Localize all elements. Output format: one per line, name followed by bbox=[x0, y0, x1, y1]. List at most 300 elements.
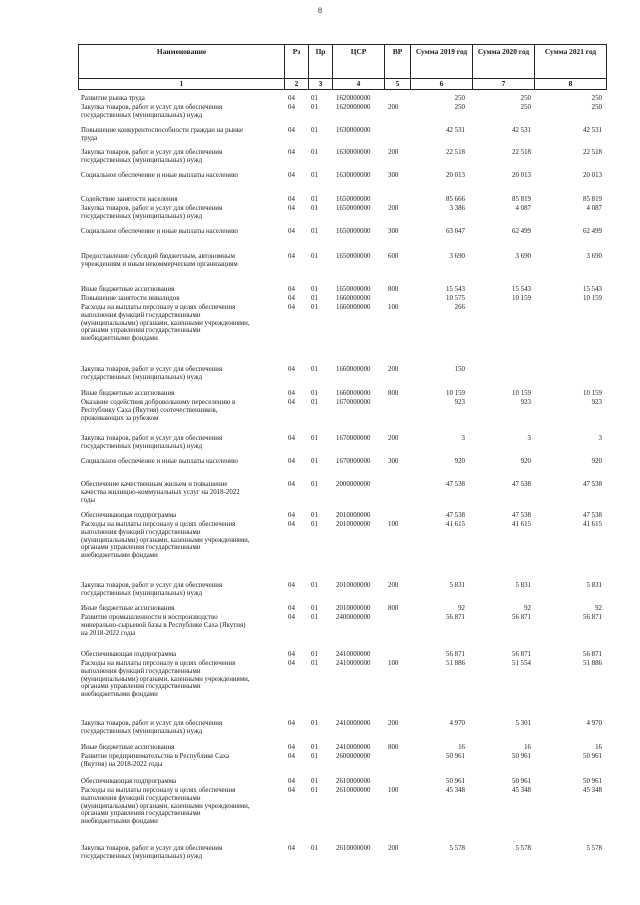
row-sum-2019: 63 047 bbox=[446, 228, 465, 235]
row-name-line: (муниципальными) органами, казенными учреждениями, bbox=[81, 536, 250, 544]
row-csr: 1670000000 bbox=[336, 458, 371, 465]
row-csr: 2010000000 bbox=[336, 582, 371, 589]
row-sum-2021: 3 690 bbox=[586, 253, 602, 260]
row-rz: 04 bbox=[288, 582, 295, 589]
row-sum-2020: 47 538 bbox=[512, 512, 531, 519]
row-name-line: выполнения функций государственными bbox=[81, 528, 201, 536]
row-vr: 100 bbox=[388, 660, 399, 667]
row-csr: 1660000000 bbox=[336, 304, 371, 311]
row-csr: 1650000000 bbox=[336, 253, 371, 260]
row-vr: 600 bbox=[388, 253, 399, 260]
row-name bbox=[81, 651, 281, 659]
row-rz: 04 bbox=[288, 660, 295, 667]
row-name bbox=[81, 582, 281, 598]
row-sum-2021: 20 013 bbox=[583, 172, 602, 179]
row-name-line: Обеспечивающая подпрограмма bbox=[81, 512, 177, 519]
row-csr: 1660000000 bbox=[336, 295, 371, 302]
row-rz: 04 bbox=[288, 149, 295, 156]
row-name bbox=[81, 228, 281, 236]
row-pr: 01 bbox=[311, 366, 318, 373]
row-csr: 1650000000 bbox=[336, 228, 371, 235]
row-csr: 1650000000 bbox=[336, 196, 371, 203]
row-sum-2021: 50 961 bbox=[583, 753, 602, 760]
row-name-line: Закупка товаров, работ и услуг для обеспечения bbox=[81, 435, 223, 442]
row-sum-2019: 42 531 bbox=[446, 127, 465, 134]
row-csr: 2010000000 bbox=[336, 605, 371, 612]
row-sum-2021: 42 531 bbox=[583, 127, 602, 134]
row-name bbox=[81, 778, 281, 786]
row-pr: 01 bbox=[311, 228, 318, 235]
row-sum-2020: 92 bbox=[524, 605, 531, 612]
row-sum-2020: 10 159 bbox=[512, 390, 531, 397]
row-rz: 04 bbox=[288, 228, 295, 235]
row-name bbox=[81, 149, 281, 165]
row-name-line: внебюджетными фондами bbox=[81, 552, 158, 560]
row-name-line: Предоставление субсидий бюджетным, автономным bbox=[81, 253, 235, 260]
row-name-line: государственных (муниципальных) нужд bbox=[81, 442, 203, 450]
row-name-line: Обеспечение качественным жильем и повышение bbox=[81, 481, 228, 488]
row-sum-2021: 10 159 bbox=[583, 390, 602, 397]
row-name-line: Закупка товаров, работ и услуг для обеспечения bbox=[81, 366, 223, 373]
row-vr: 200 bbox=[388, 104, 399, 111]
row-name-line: Закупка товаров, работ и услуг для обеспечения bbox=[81, 104, 223, 111]
row-sum-2019: 22 518 bbox=[446, 149, 465, 156]
row-name bbox=[81, 399, 281, 422]
row-csr: 2010000000 bbox=[336, 521, 371, 528]
header-number: 1 bbox=[79, 79, 285, 90]
row-vr: 800 bbox=[388, 286, 399, 293]
row-vr: 100 bbox=[388, 521, 399, 528]
row-vr: 200 bbox=[388, 366, 399, 373]
row-sum-2021: 4 970 bbox=[586, 720, 602, 727]
row-rz: 04 bbox=[288, 196, 295, 203]
row-csr: 1650000000 bbox=[336, 205, 371, 212]
row-name-line: органами управления государственными bbox=[81, 810, 201, 818]
row-sum-2021: 47 538 bbox=[583, 481, 602, 488]
row-name-line: Расходы на выплаты персоналу в целях обеспечения bbox=[81, 787, 236, 794]
row-name-line: Оказание содействия добровольному переселению в bbox=[81, 399, 236, 406]
row-rz: 04 bbox=[288, 95, 295, 102]
header-number: 8 bbox=[535, 79, 607, 90]
row-rz: 04 bbox=[288, 845, 295, 852]
row-name-line: качества жилищно-коммунальных услуг на 2018-2022 bbox=[81, 488, 240, 496]
row-pr: 01 bbox=[311, 104, 318, 111]
header-number: 4 bbox=[333, 79, 385, 90]
row-sum-2021: 5 578 bbox=[586, 845, 602, 852]
row-name-line: Закупка товаров, работ и услуг для обеспечения bbox=[81, 149, 223, 156]
row-rz: 04 bbox=[288, 435, 295, 442]
row-pr: 01 bbox=[311, 95, 318, 102]
row-vr: 300 bbox=[388, 228, 399, 235]
row-sum-2020: 5 301 bbox=[515, 720, 531, 727]
row-name-line: Республику Саха (Якутия) соотечественников, bbox=[81, 406, 218, 414]
row-sum-2020: 923 bbox=[520, 399, 531, 406]
row-sum-2019: 4 970 bbox=[449, 720, 465, 727]
row-name-line: выполнения функций государственными bbox=[81, 794, 201, 802]
row-name bbox=[81, 172, 281, 180]
row-sum-2020: 3 690 bbox=[515, 253, 531, 260]
row-name bbox=[81, 845, 281, 861]
row-sum-2021: 920 bbox=[591, 458, 602, 465]
row-csr: 2610000000 bbox=[336, 778, 371, 785]
row-name bbox=[81, 304, 281, 343]
row-name-line: Иные бюджетные ассигнования bbox=[81, 286, 175, 293]
row-name-line: годы bbox=[81, 496, 96, 504]
row-sum-2020: 16 bbox=[524, 744, 531, 751]
row-name bbox=[81, 720, 281, 736]
row-name bbox=[81, 614, 281, 637]
row-csr: 2610000000 bbox=[336, 787, 371, 794]
row-name bbox=[81, 104, 281, 120]
row-name-line: органами управления государственными bbox=[81, 544, 201, 552]
row-csr: 2600000000 bbox=[336, 753, 371, 760]
row-name-line: Закупка товаров, работ и услуг для обеспечения bbox=[81, 582, 223, 589]
row-csr: 1620000000 bbox=[336, 95, 371, 102]
row-sum-2021: 22 518 bbox=[583, 149, 602, 156]
row-name-line: Закупка товаров, работ и услуг для обеспечения bbox=[81, 845, 223, 852]
row-csr: 1630000000 bbox=[336, 172, 371, 179]
header-csr: ЦСР bbox=[333, 45, 385, 79]
row-sum-2020: 85 819 bbox=[512, 196, 531, 203]
row-sum-2020: 920 bbox=[520, 458, 531, 465]
row-sum-2021: 5 831 bbox=[586, 582, 602, 589]
row-name-line: (муниципальными) органами, казенными учреждениями, bbox=[81, 319, 250, 327]
row-name-line: Иные бюджетные ассигнования bbox=[81, 390, 175, 397]
row-csr: 2400000000 bbox=[336, 614, 371, 621]
header-sum-2021: Сумма 2021 год bbox=[535, 45, 607, 79]
row-pr: 01 bbox=[311, 651, 318, 658]
row-rz: 04 bbox=[288, 458, 295, 465]
row-sum-2019: 51 886 bbox=[446, 660, 465, 667]
row-name bbox=[81, 744, 281, 752]
row-sum-2020: 41 615 bbox=[512, 521, 531, 528]
row-rz: 04 bbox=[288, 512, 295, 519]
row-sum-2019: 250 bbox=[454, 104, 465, 111]
row-name-line: государственных (муниципальных) нужд bbox=[81, 727, 203, 735]
row-rz: 04 bbox=[288, 521, 295, 528]
row-pr: 01 bbox=[311, 582, 318, 589]
row-name-line: государственных (муниципальных) нужд bbox=[81, 156, 203, 164]
row-pr: 01 bbox=[311, 481, 318, 488]
row-sum-2019: 923 bbox=[454, 399, 465, 406]
row-name-line: внебюджетными фондами bbox=[81, 335, 158, 343]
row-pr: 01 bbox=[311, 295, 318, 302]
row-name-line: внебюджетными фондами bbox=[81, 691, 158, 699]
row-name-line: Обеспечивающая подпрограмма bbox=[81, 778, 177, 785]
row-sum-2021: 50 961 bbox=[583, 778, 602, 785]
header-sum-2019: Сумма 2019 год bbox=[411, 45, 473, 79]
row-name-line: выполнения функций государственными bbox=[81, 667, 201, 675]
row-rz: 04 bbox=[288, 172, 295, 179]
row-sum-2019: 45 348 bbox=[446, 787, 465, 794]
row-rz: 04 bbox=[288, 366, 295, 373]
row-sum-2019: 920 bbox=[454, 458, 465, 465]
row-pr: 01 bbox=[311, 399, 318, 406]
header-pr: Пр bbox=[309, 45, 333, 79]
row-sum-2021: 923 bbox=[591, 399, 602, 406]
row-rz: 04 bbox=[288, 481, 295, 488]
row-name-line: проживающих за рубежом bbox=[81, 414, 159, 422]
row-sum-2020: 50 961 bbox=[512, 778, 531, 785]
row-name bbox=[81, 196, 281, 204]
row-name-line: Закупка товаров, работ и услуг для обеспечения bbox=[81, 720, 223, 727]
row-name bbox=[81, 286, 281, 294]
row-name-line: минерально-сырьевой базы в Республике Саха (Якутия) bbox=[81, 621, 246, 629]
row-sum-2021: 16 bbox=[595, 744, 602, 751]
row-name-line: внебюджетными фондами bbox=[81, 818, 158, 826]
row-sum-2020: 250 bbox=[520, 95, 531, 102]
row-name-line: Развитие промышленности и воспроизводство bbox=[81, 614, 218, 621]
row-name-line: Повышение занятости инвалидов bbox=[81, 295, 180, 302]
row-rz: 04 bbox=[288, 744, 295, 751]
row-pr: 01 bbox=[311, 787, 318, 794]
row-name bbox=[81, 95, 281, 103]
row-sum-2021: 56 871 bbox=[583, 614, 602, 621]
row-rz: 04 bbox=[288, 651, 295, 658]
row-name-line: Расходы на выплаты персоналу в целях обеспечения bbox=[81, 304, 236, 311]
row-csr: 1620000000 bbox=[336, 104, 371, 111]
row-sum-2021: 4 087 bbox=[586, 205, 602, 212]
row-pr: 01 bbox=[311, 286, 318, 293]
row-name-line: Социальное обеспечение и иные выплаты населению bbox=[81, 172, 238, 179]
row-sum-2021: 250 bbox=[591, 95, 602, 102]
row-vr: 200 bbox=[388, 845, 399, 852]
row-sum-2021: 10 159 bbox=[583, 295, 602, 302]
row-sum-2019: 56 871 bbox=[446, 651, 465, 658]
row-sum-2020: 250 bbox=[520, 104, 531, 111]
header-number: 6 bbox=[411, 79, 473, 90]
row-sum-2019: 85 666 bbox=[446, 196, 465, 203]
row-name bbox=[81, 458, 281, 466]
row-sum-2020: 42 531 bbox=[512, 127, 531, 134]
row-csr: 1650000000 bbox=[336, 286, 371, 293]
row-csr: 2610000000 bbox=[336, 845, 371, 852]
row-vr: 300 bbox=[388, 172, 399, 179]
row-sum-2019: 10 575 bbox=[446, 295, 465, 302]
row-name-line: государственных (муниципальных) нужд bbox=[81, 373, 203, 381]
row-name-line: Социальное обеспечение и иные выплаты населению bbox=[81, 228, 238, 235]
row-sum-2019: 5 578 bbox=[449, 845, 465, 852]
row-rz: 04 bbox=[288, 205, 295, 212]
row-sum-2021: 41 615 bbox=[583, 521, 602, 528]
row-name bbox=[81, 390, 281, 398]
row-name-line: Содействие занятости населения bbox=[81, 196, 178, 203]
row-pr: 01 bbox=[311, 753, 318, 760]
row-pr: 01 bbox=[311, 458, 318, 465]
row-sum-2021: 51 886 bbox=[583, 660, 602, 667]
row-name-line: Иные бюджетные ассигнования bbox=[81, 744, 175, 751]
row-sum-2020: 20 013 bbox=[512, 172, 531, 179]
header-number: 2 bbox=[285, 79, 309, 90]
row-csr: 1670000000 bbox=[336, 399, 371, 406]
row-vr: 200 bbox=[388, 149, 399, 156]
row-sum-2020: 5 578 bbox=[515, 845, 531, 852]
row-sum-2020: 22 518 bbox=[512, 149, 531, 156]
row-csr: 1630000000 bbox=[336, 127, 371, 134]
row-pr: 01 bbox=[311, 660, 318, 667]
row-sum-2020: 5 831 bbox=[515, 582, 531, 589]
row-sum-2020: 50 961 bbox=[512, 753, 531, 760]
row-rz: 04 bbox=[288, 399, 295, 406]
row-sum-2021: 250 bbox=[591, 104, 602, 111]
row-sum-2021: 45 348 bbox=[583, 787, 602, 794]
row-csr: 2410000000 bbox=[336, 651, 371, 658]
row-csr: 1660000000 bbox=[336, 390, 371, 397]
row-sum-2020: 56 871 bbox=[512, 614, 531, 621]
row-pr: 01 bbox=[311, 605, 318, 612]
row-rz: 04 bbox=[288, 390, 295, 397]
row-sum-2019: 47 538 bbox=[446, 481, 465, 488]
row-csr: 2410000000 bbox=[336, 744, 371, 751]
row-name-line: Развитие рынка труда bbox=[81, 95, 145, 102]
row-sum-2019: 3 690 bbox=[449, 253, 465, 260]
row-csr: 2010000000 bbox=[336, 512, 371, 519]
page-number: 8 bbox=[318, 6, 322, 15]
row-sum-2020: 45 348 bbox=[512, 787, 531, 794]
row-name-line: государственных (муниципальных) нужд bbox=[81, 589, 203, 597]
row-pr: 01 bbox=[311, 205, 318, 212]
row-sum-2019: 50 961 bbox=[446, 778, 465, 785]
row-sum-2019: 3 386 bbox=[449, 205, 465, 212]
row-rz: 04 bbox=[288, 753, 295, 760]
row-name bbox=[81, 753, 281, 769]
row-sum-2021: 3 bbox=[598, 435, 602, 442]
row-name bbox=[81, 512, 281, 520]
row-rz: 04 bbox=[288, 787, 295, 794]
row-name-line: органами управления государственными bbox=[81, 327, 201, 335]
header-number: 7 bbox=[473, 79, 535, 90]
row-vr: 200 bbox=[388, 435, 399, 442]
row-rz: 04 bbox=[288, 720, 295, 727]
row-sum-2020: 10 159 bbox=[512, 295, 531, 302]
row-name bbox=[81, 787, 281, 826]
row-name-line: государственных (муниципальных) нужд bbox=[81, 111, 203, 119]
row-name bbox=[81, 521, 281, 560]
row-rz: 04 bbox=[288, 286, 295, 293]
row-name bbox=[81, 253, 281, 269]
row-pr: 01 bbox=[311, 720, 318, 727]
row-rz: 04 bbox=[288, 253, 295, 260]
row-rz: 04 bbox=[288, 605, 295, 612]
row-name-line: Расходы на выплаты персоналу в целях обеспечения bbox=[81, 660, 236, 667]
row-pr: 01 bbox=[311, 778, 318, 785]
row-name bbox=[81, 435, 281, 451]
row-name-line: на 2018-2022 годы bbox=[81, 629, 136, 637]
row-sum-2021: 92 bbox=[595, 605, 602, 612]
row-sum-2020: 4 087 bbox=[515, 205, 531, 212]
header-number: 3 bbox=[309, 79, 333, 90]
row-name-line: Обеспечивающая подпрограмма bbox=[81, 651, 177, 658]
row-sum-2019: 3 bbox=[461, 435, 465, 442]
row-sum-2019: 50 961 bbox=[446, 753, 465, 760]
row-name-line: учреждениям и иным некоммерческим организациям bbox=[81, 260, 238, 268]
row-sum-2020: 51 554 bbox=[512, 660, 531, 667]
row-name-line: Социальное обеспечение и иные выплаты населению bbox=[81, 458, 238, 465]
row-name bbox=[81, 481, 281, 504]
row-sum-2020: 15 543 bbox=[512, 286, 531, 293]
row-vr: 200 bbox=[388, 720, 399, 727]
row-csr: 1660000000 bbox=[336, 366, 371, 373]
header-number: 5 bbox=[385, 79, 411, 90]
row-name bbox=[81, 127, 281, 143]
header-vr: ВР bbox=[385, 45, 411, 79]
row-name-line: государственных (муниципальных) нужд bbox=[81, 852, 203, 860]
row-name-line: органами управления государственными bbox=[81, 683, 201, 691]
row-csr: 2000000000 bbox=[336, 481, 371, 488]
row-pr: 01 bbox=[311, 435, 318, 442]
row-vr: 800 bbox=[388, 390, 399, 397]
row-sum-2021: 85 819 bbox=[583, 196, 602, 203]
row-csr: 2410000000 bbox=[336, 720, 371, 727]
row-rz: 04 bbox=[288, 304, 295, 311]
header-rz: Рз bbox=[285, 45, 309, 79]
row-name-line: (Якутия) на 2018-2022 годы bbox=[81, 760, 163, 768]
row-vr: 100 bbox=[388, 304, 399, 311]
row-sum-2019: 266 bbox=[454, 304, 465, 311]
row-csr: 1630000000 bbox=[336, 149, 371, 156]
row-sum-2020: 3 bbox=[527, 435, 531, 442]
row-sum-2019: 15 543 bbox=[446, 286, 465, 293]
row-csr: 2410000000 bbox=[336, 660, 371, 667]
row-rz: 04 bbox=[288, 295, 295, 302]
row-vr: 300 bbox=[388, 458, 399, 465]
row-sum-2019: 16 bbox=[458, 744, 465, 751]
row-sum-2021: 47 538 bbox=[583, 512, 602, 519]
row-sum-2019: 150 bbox=[454, 366, 465, 373]
row-sum-2019: 20 013 bbox=[446, 172, 465, 179]
header-name: Наименование bbox=[79, 45, 285, 79]
row-sum-2019: 41 615 bbox=[446, 521, 465, 528]
table-header bbox=[78, 44, 607, 90]
row-rz: 04 bbox=[288, 778, 295, 785]
row-sum-2019: 5 831 bbox=[449, 582, 465, 589]
row-pr: 01 bbox=[311, 744, 318, 751]
row-sum-2019: 56 871 bbox=[446, 614, 465, 621]
row-sum-2020: 56 871 bbox=[512, 651, 531, 658]
row-name-line: выполнения функций государственными bbox=[81, 311, 201, 319]
row-vr: 200 bbox=[388, 582, 399, 589]
row-name-line: (муниципальными) органами, казенными учреждениями, bbox=[81, 675, 250, 683]
row-name-line: государственных (муниципальных) нужд bbox=[81, 212, 203, 220]
row-name bbox=[81, 660, 281, 699]
row-name bbox=[81, 605, 281, 613]
row-name bbox=[81, 295, 281, 303]
row-vr: 100 bbox=[388, 787, 399, 794]
row-name-line: Расходы на выплаты персоналу в целях обеспечения bbox=[81, 521, 236, 528]
row-pr: 01 bbox=[311, 390, 318, 397]
row-rz: 04 bbox=[288, 614, 295, 621]
row-sum-2019: 10 159 bbox=[446, 390, 465, 397]
row-sum-2019: 250 bbox=[454, 95, 465, 102]
row-vr: 800 bbox=[388, 605, 399, 612]
row-name-line: труда bbox=[81, 134, 98, 142]
row-name-line: (муниципальными) органами, казенными учреждениями, bbox=[81, 802, 250, 810]
row-sum-2019: 92 bbox=[458, 605, 465, 612]
row-pr: 01 bbox=[311, 127, 318, 134]
row-rz: 04 bbox=[288, 127, 295, 134]
row-pr: 01 bbox=[311, 512, 318, 519]
row-pr: 01 bbox=[311, 196, 318, 203]
row-vr: 800 bbox=[388, 744, 399, 751]
row-pr: 01 bbox=[311, 172, 318, 179]
row-sum-2019: 47 538 bbox=[446, 512, 465, 519]
row-sum-2020: 62 499 bbox=[512, 228, 531, 235]
row-csr: 1670000000 bbox=[336, 435, 371, 442]
row-sum-2020: 47 538 bbox=[512, 481, 531, 488]
row-name-line: Закупка товаров, работ и услуг для обеспечения bbox=[81, 205, 223, 212]
row-name-line: Иные бюджетные ассигнования bbox=[81, 605, 175, 612]
row-name-line: Повышение конкурентоспособности граждан на рынке bbox=[81, 127, 244, 134]
